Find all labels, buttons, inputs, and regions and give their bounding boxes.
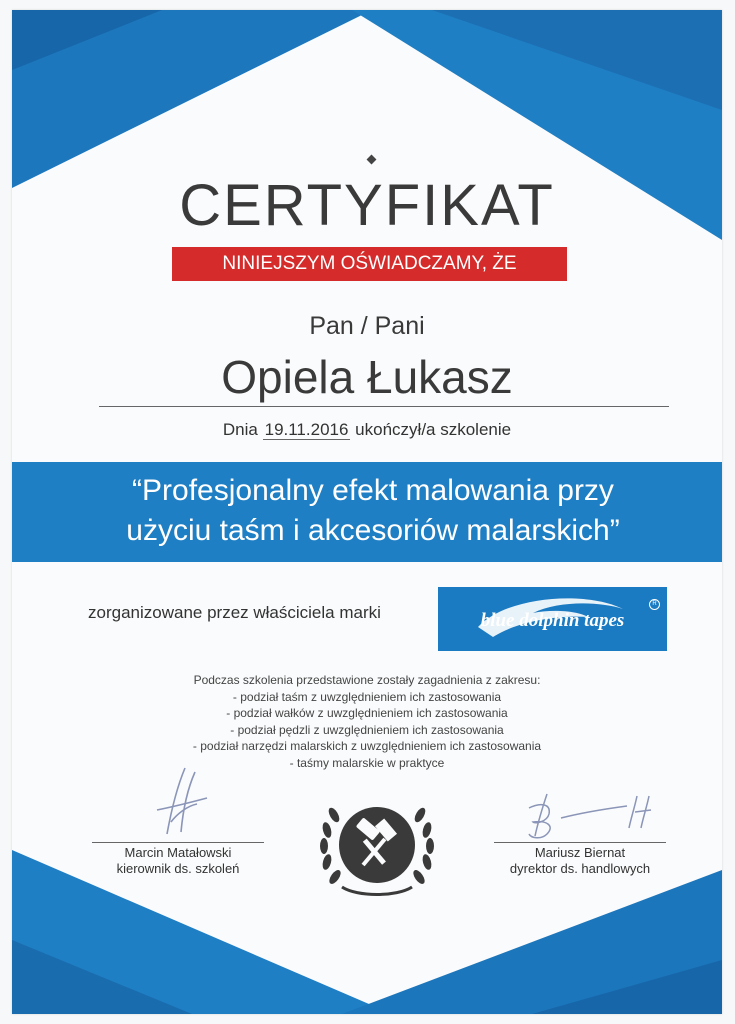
name-underline xyxy=(99,406,669,407)
left-signatory-name: Marcin Matałowski xyxy=(124,845,232,860)
right-signatory xyxy=(494,845,666,877)
course-title-banner xyxy=(12,462,722,562)
right-signatory-role: dyrektor ds. handlowych xyxy=(509,861,651,876)
topics-list xyxy=(12,672,722,771)
left-signature-line xyxy=(92,842,264,843)
left-signatory-role: kierownik ds. szkoleń xyxy=(116,861,240,876)
certificate-title: CERTYFIKAT xyxy=(179,173,555,238)
brand-logo xyxy=(438,587,667,651)
date-suffix: ukończył/a szkolenie xyxy=(355,420,512,439)
recipient-name: Opiela Łukasz xyxy=(221,351,513,403)
right-signature xyxy=(517,788,667,843)
registered-mark-icon: R xyxy=(649,599,660,610)
date-prefix: Dnia xyxy=(222,420,258,439)
organizer-text: zorganizowane przez właściciela marki xyxy=(88,603,381,622)
salutation: Pan / Pani xyxy=(309,312,425,340)
left-signatory xyxy=(92,845,264,877)
right-signature-line xyxy=(494,842,666,843)
course-title-line-1: “Profesjonalny efekt malowania przy xyxy=(132,474,614,507)
right-signatory-name: Mariusz Biernat xyxy=(534,845,626,860)
topics-intro: Podczas szkolenia przedstawione zostały zagadnienia z zakresu: xyxy=(193,673,541,687)
brand-logo-text: blue dolphin tapes xyxy=(480,610,625,631)
declaration-banner: NINIEJSZYM OŚWIADCZAMY, ŻE xyxy=(172,247,567,281)
topic-item: - podział taśm z uwzględnieniem ich zastosowania xyxy=(232,689,502,704)
course-title-line-2: użyciu taśm i akcesoriów malarskich” xyxy=(126,514,620,547)
left-signature xyxy=(137,762,217,842)
topic-item: - podział wałków z uwzględnieniem ich zastosowania xyxy=(226,706,508,720)
emblem-paint-tools-icon xyxy=(312,785,442,905)
certificate-page xyxy=(12,10,722,1014)
topic-item: - podział narzędzi malarskich z uwzględnieniem ich zastosowania xyxy=(192,739,542,753)
completion-date: 19.11.2016 xyxy=(264,420,349,439)
completion-statement xyxy=(12,420,722,440)
topic-item: - podział pędzli z uwzględnieniem ich zastosowania xyxy=(230,722,504,737)
topic-item: - taśmy malarskie w praktyce xyxy=(289,755,445,770)
